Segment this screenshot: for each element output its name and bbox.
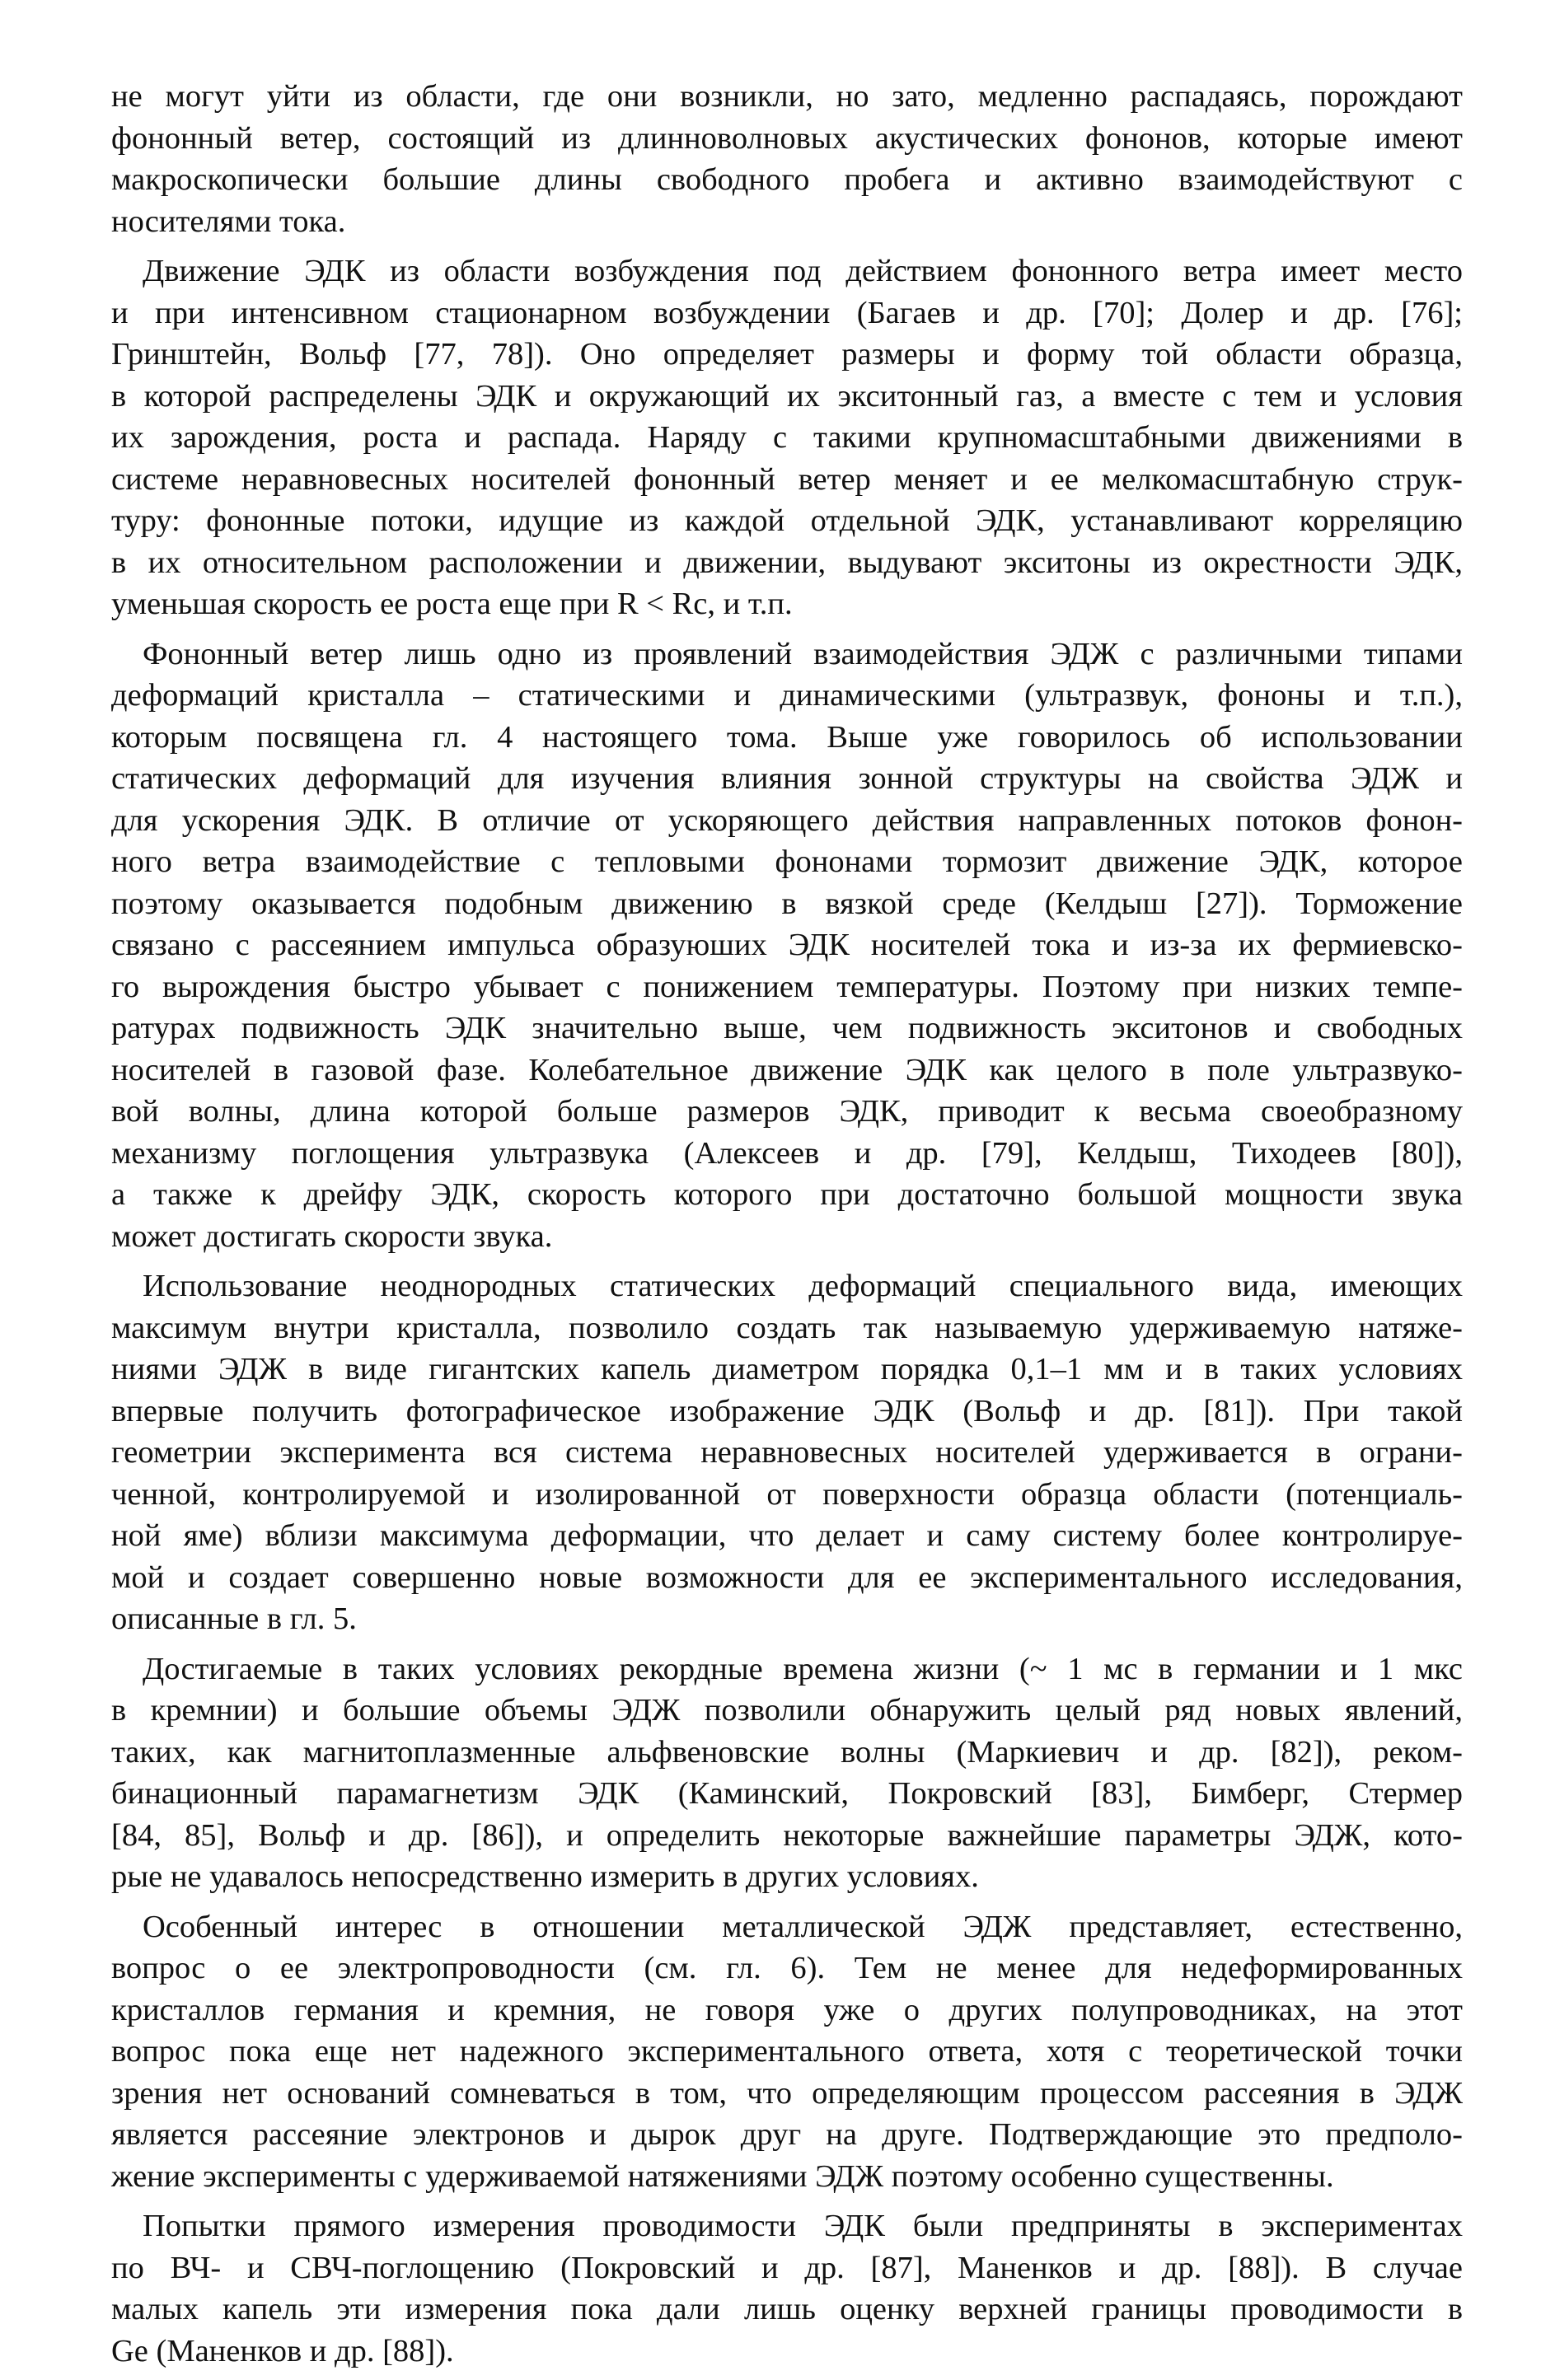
text-line: бинационный парамагнетизм ЭДК (Каминский, Покровский [83], Бимберг, Стермер [111,1776,1463,1811]
text-line: ниями ЭДЖ в виде гигантских капель диаметром порядка 0,1–1 мм и в таких условиях [111,1352,1463,1386]
text-line: вой волны, длина которой больше размеров ЭДК, приводит к весьма своеобразному [111,1094,1463,1129]
text-line: зрения нет оснований сомневаться в том, что определяющим процессом рассеяния в ЭДЖ [111,2075,1463,2111]
paragraph-7 [111,2205,1463,2372]
text-line: в кремнии) и большие объемы ЭДЖ позволили обнаружить целый ряд новых явлений, [111,1693,1463,1728]
text-line: рые не удавалось непосредственно измерить в других условиях. [111,1859,979,1894]
paragraph-5 [111,1648,1463,1898]
text-line: а также к дрейфу ЭДК, скорость которого при достаточно большой мощности звука [111,1177,1463,1212]
paragraph-1 [111,76,1463,242]
text-line: и при интенсивном стационарном возбуждении (Багаев и др. [70]; Долер и др. [76]; [111,295,1463,330]
text-line: в которой распределены ЭДК и окружающий их экситонный газ, а вместе с тем и условия [111,378,1463,414]
text-line: Движение ЭДК из области возбуждения под действием фононного ветра имеет место [143,254,1463,288]
paragraph-3 [111,634,1463,1258]
text-line: статических деформаций для изучения влияния зонной структуры на свойства ЭДЖ и [111,761,1463,796]
text-line: может достигать скорости звука. [111,1218,553,1254]
text-line: макроскопически большие длины свободного пробега и активно взаимодействуют с [111,162,1463,197]
text-line: которым посвящена гл. 4 настоящего тома. Выше уже говорилось об использовании [111,719,1463,755]
text-line: Использование неоднородных статических деформаций специального вида, имеющих [143,1269,1463,1303]
text-line: вопрос о ее электропроводности (см. гл. 6). Тем не менее для недеформированных [111,1951,1463,1985]
text-line: максимум внутри кристалла, позволило создать так называемую удерживаемую натяже- [111,1310,1463,1345]
text-line: носителей в газовой фазе. Колебательное движение ЭДК как целого в поле ультразвуко- [111,1052,1463,1087]
paragraph-4 [111,1265,1463,1640]
text-line: жение эксперименты с удерживаемой натяжениями ЭДЖ поэтому особенно существенны. [111,2158,1334,2194]
document-page [111,76,1463,2380]
text-line: ченной, контролируемой и изолированной от поверхности образца области (потенциаль- [111,1476,1463,1512]
text-line: Попытки прямого измерения проводимости ЭДК были предприняты в экспериментах [143,2209,1463,2243]
text-line: системе неравновесных носителей фононный ветер меняет и ее мелкомасштабную струк- [111,461,1463,497]
text-line: мой и создает совершенно новые возможности для ее экспериментального исследования, [111,1559,1463,1595]
paragraph-6 [111,1906,1463,2198]
text-line: [84, 85], Вольф и др. [86]), и определить некоторые важнейшие параметры ЭДЖ, кото- [111,1817,1463,1853]
text-line: кристаллов германия и кремния, не говоря уже о других полупроводниках, на этот [111,1992,1463,2027]
text-line: деформаций кристалла – статическими и динамическими (ультразвук, фононы и т.п.), [111,678,1463,713]
text-line: Особенный интерес в отношении металлической ЭДЖ представляет, естественно, [143,1909,1463,1944]
text-line: ной яме) вблизи максимума деформации, что делает и саму систему более контролируе- [111,1518,1463,1553]
text-line: в их относительном расположении и движении, выдувают экситоны из окрестности ЭДК, [111,545,1463,580]
text-line: фононный ветер, состоящий из длинноволновых акустических фононов, которые имеют [111,120,1463,156]
text-line: ного ветра взаимодействие с тепловыми фононами тормозит движение ЭДК, которое [111,844,1463,879]
text-line: геометрии эксперимента вся система неравновесных носителей удерживается в ограни- [111,1435,1463,1470]
text-line: описанные в гл. 5. [111,1601,357,1636]
text-line: го вырождения быстро убывает с понижением температуры. Поэтому при низких темпе- [111,969,1463,1004]
text-line: не могут уйти из области, где они возникли, но зато, медленно распадаясь, порождают [111,79,1463,114]
text-line: Достигаемые в таких условиях рекордные времена жизни (~ 1 мс в германии и 1 мкс [143,1651,1463,1686]
text-line: вопрос пока еще нет надежного экспериментального ответа, хотя с теоретической точки [111,2034,1463,2069]
text-line: механизму поглощения ультразвука (Алексеев и др. [79], Келдыш, Тиходеев [80]), [111,1135,1463,1171]
text-line: связано с рассеянием импульса образуюших ЭДК носителей тока и из-за их фермиевско- [111,928,1463,962]
text-line: носителями тока. [111,203,346,239]
text-line: их зарождения, роста и распада. Наряду с такими крупномасштабными движениями в [111,420,1463,455]
text-line: ратурах подвижность ЭДК значительно выше, чем подвижность экситонов и свободных [111,1011,1463,1045]
text-line: поэтому оказывается подобным движению в вязкой среде (Келдыш [27]). Торможение [111,886,1463,921]
text-line: малых капель эти измерения пока дали лишь оценку верхней границы проводимости в [111,2292,1463,2326]
text-line: по ВЧ- и СВЧ-поглощению (Покровский и др. [87], Маненков и др. [88]). В случае [111,2250,1463,2285]
text-line: впервые получить фотографическое изображение ЭДК (Вольф и др. [81]). При такой [111,1393,1463,1428]
text-line: Ge (Маненков и др. [88]). [111,2333,454,2368]
text-line: таких, как магнитоплазменные альфвеновские волны (Маркиевич и др. [82]), реком- [111,1734,1463,1770]
text-line: для ускорения ЭДК. В отличие от ускоряющего действия направленных потоков фонон- [111,802,1463,838]
text-line: является рассеяние электронов и дырок друг на друге. Подтверждающие это предполо- [111,2117,1463,2152]
text-line: туру: фононные потоки, идущие из каждой отдельной ЭДК, устанавливают корреляцию [111,503,1463,538]
paragraph-2 [111,250,1463,625]
text-line: Гринштейн, Вольф [77, 78]). Оно определяет размеры и форму той области образца, [111,337,1463,372]
text-line: Фононный ветер лишь одно из проявлений взаимодействия ЭДЖ с различными типами [143,636,1463,671]
text-line: уменьшая скорость ее роста еще при R < Rc, и т.п. [111,587,793,621]
